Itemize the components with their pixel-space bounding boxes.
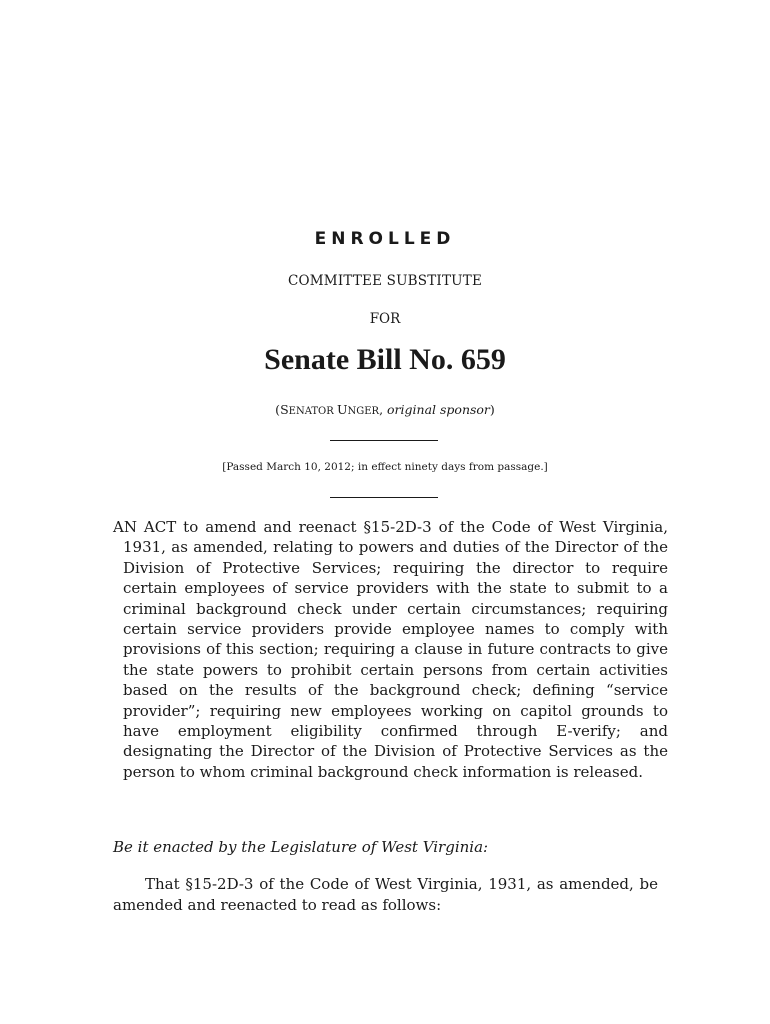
sponsor-comma: ,	[379, 402, 388, 417]
sponsor-rest-senator: ENATOR	[288, 406, 337, 417]
committee-substitute-label: COMMITTEE SUBSTITUTE	[287, 273, 482, 289]
sponsor-open-paren: (	[275, 402, 281, 417]
passage-note: [Passed March 10, 2012; in effect ninety days from passage.]	[222, 461, 548, 473]
section-intro-paragraph: That §15-2D-3 of the Code of West Virginia, 1931, as amended, be amended and reenacted to read as follows:	[113, 875, 658, 914]
sponsor-close-paren: )	[489, 402, 495, 417]
sponsor-role: original sponsor	[387, 402, 490, 417]
sponsor-rest-name: NGER	[347, 406, 380, 417]
bill-title: Senate Bill No. 659	[264, 343, 506, 376]
enrolled-heading: ENROLLED	[314, 229, 456, 249]
enacting-clause: Be it enacted by the Legislature of West Virginia:	[113, 838, 489, 856]
for-label: FOR	[369, 311, 401, 327]
sponsor-line	[0, 402, 770, 417]
divider-rule-top	[330, 440, 438, 441]
act-title-paragraph: AN ACT to amend and reenact §15-2D-3 of the Code of West Virginia, 1931, as amended, relating to powers and duties of the Director of the Division of Protective Services; requiring the director to require certain employees of service providers with the state to submit to a criminal background check under certain circumstances; requiring certain service providers provide employee names to comply with provisions of this section; requiring a clause in future contracts to give the state powers to prohibit certain persons from certain activities based on the results of the background check; defining “service provider”; requiring new employees working on capitol grounds to have employment eligibility confirmed through E-verify; and designating the Director of the Division of Protective Services as the person to whom criminal background check information is released.	[113, 518, 668, 781]
sponsor-initial-s: S	[280, 402, 289, 417]
divider-rule-bottom	[330, 497, 438, 498]
sponsor-initial-u: U	[336, 402, 348, 417]
